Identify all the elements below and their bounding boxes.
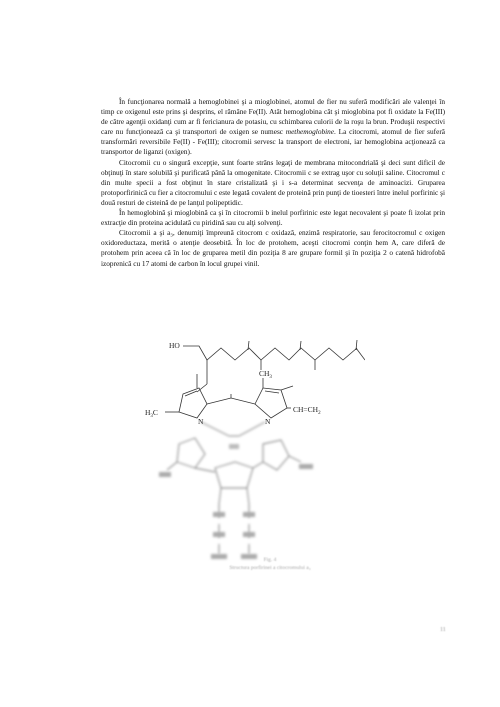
caption-line-1: Fig. 4 bbox=[263, 557, 277, 563]
structure-diagram bbox=[135, 332, 365, 580]
vinyl-label: $CH=CH_2$ bbox=[293, 405, 321, 416]
ho-label: HO bbox=[169, 341, 180, 350]
paragraph-4: Citocromii a şi a₃, denumiţi împreună citocrom c oxidază, enzimă respiratorie, sau ferocitocromul c oxigen oxidoreductaza, merită o atenţie deosebită. În loc de protohem, aceşti citocromi conţin hem A, care diferă de protohem prin aceea că în loc de gruparea metil din poziţia 8 are grupare formil şi în poziţia 2 o catenă hidrofobă izoprenică cu 17 atomi de carbon în locul grupei vinil. bbox=[101, 228, 445, 268]
pyrrole-rings bbox=[165, 374, 293, 418]
paragraph-2: Citocromii cu o singură excepţie, sunt foarte strâns legaţi de membrana mitocondrială şi deci sunt dificil de obţinuţi în stare solubilă şi purificată până la omogenitate. Citocromii c se extrag uşor cu soluţii saline. Citocromul c din multe specii a fost obţinut în stare cristalizată şi i s-a determinat secvenţa de aminoacizi. Gruparea protoporfirinică cu fier a citocromului c este legată covalent de proteină prin punţi de tioesteri între inelul porfirinic şi două resturi de cisteină de pe lanţul polipeptidic. bbox=[101, 157, 445, 207]
methemoglobine-term: methemoglobine bbox=[285, 127, 335, 137]
n-left-label: N bbox=[198, 417, 204, 426]
paragraph-1: În funcţionarea normală a hemoglobinei şi a mioglobinei, atomul de fier nu suferă modificări ale valenţei în timp ce oxigenul este prins şi desprins, el rămâne Fe(II). Atât hemoglobina cât şi mioglobina pot fi oxidate la Fe(III) de către agenţii oxidanţi cum ar fi fericianura de potasiu, cu schimbarea culorii de la roşu la brun. Produşii respectivi care nu funcţionează ca şi transportori de oxigen se numesc methemoglobine. La citocromi, atomul de fier suferă transformări reversibile Fe(II) - Fe(III); citocromii servesc la transport de electroni, iar hemoglobina acţionează ca transportor de liganzi (oxigen). bbox=[101, 97, 445, 157]
body-text bbox=[101, 97, 445, 269]
ch3-label: $CH_3$ bbox=[259, 369, 272, 380]
h3c-label: $H_3C$ bbox=[145, 408, 158, 419]
isoprenoid-chain bbox=[183, 340, 365, 392]
page-number: 11 bbox=[440, 627, 446, 633]
caption-line-2: Structura porfirinei a citocromului a₃ bbox=[229, 565, 311, 571]
heme-a-structure-figure bbox=[135, 332, 365, 580]
porphyrin-lower-blurred bbox=[167, 422, 301, 554]
side-chain-labels-blurred bbox=[159, 444, 313, 559]
n-right-label: N bbox=[265, 417, 271, 426]
paragraph-3: În hemoglobină şi mioglobină ca şi în citocromii b inelul porfirinic este legat necovalent şi poate fi izolat prin extracţie din proteina acidulată cu piridină sau cu alţi solvenţi. bbox=[101, 208, 445, 228]
figure-caption bbox=[200, 556, 340, 572]
